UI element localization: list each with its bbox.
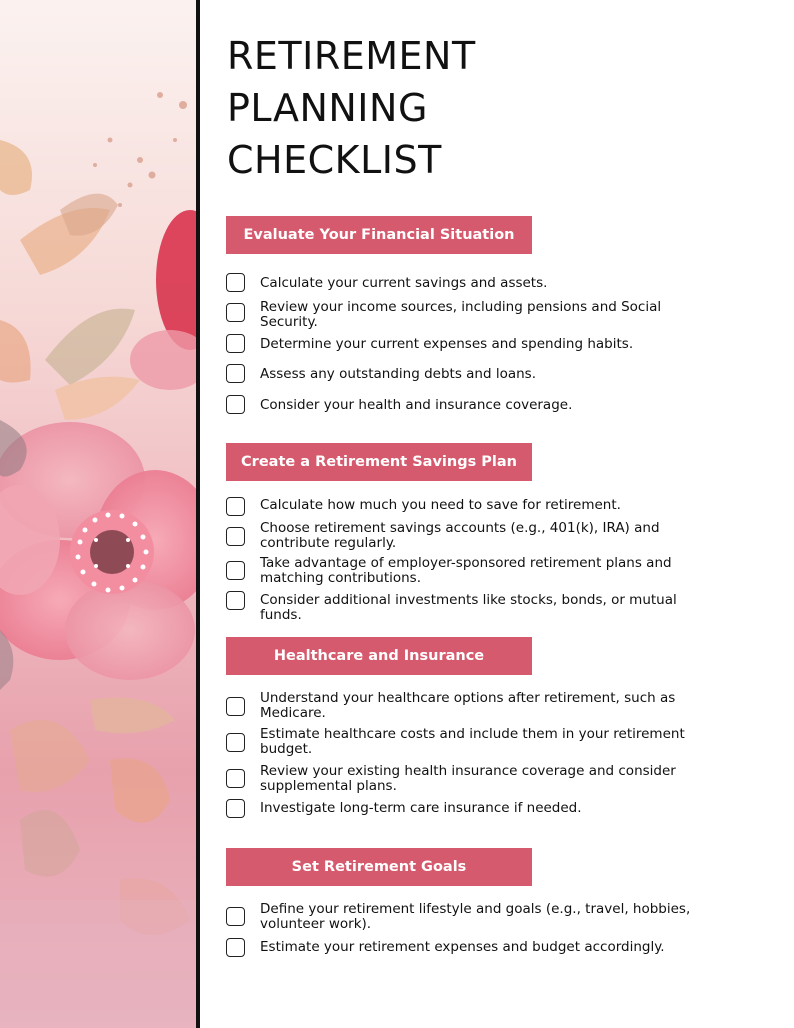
checkbox[interactable] bbox=[226, 527, 245, 546]
checkbox[interactable] bbox=[226, 733, 245, 752]
checkbox[interactable] bbox=[226, 769, 245, 788]
checklist-item-text: Understand your healthcare options after retirement, such as Medicare. bbox=[260, 690, 676, 721]
checkbox[interactable] bbox=[226, 938, 245, 957]
checkbox[interactable] bbox=[226, 395, 245, 414]
checklist-item-text: Determine your current expenses and spending habits. bbox=[260, 336, 634, 352]
title-line: PLANNING bbox=[227, 86, 428, 130]
flower-illustration bbox=[0, 0, 196, 1028]
title-line: RETIREMENT bbox=[227, 34, 476, 78]
checklist-item-text: Calculate your current savings and assets. bbox=[260, 275, 548, 291]
panel-divider bbox=[196, 0, 200, 1028]
checklist-item-text: Assess any outstanding debts and loans. bbox=[260, 366, 536, 382]
page-title bbox=[227, 30, 747, 186]
checklist-item-text: Consider your health and insurance coverage. bbox=[260, 397, 573, 413]
checklist-item-text: Estimate healthcare costs and include them in your retirement budget. bbox=[260, 726, 685, 757]
checklist-item-text: Review your existing health insurance coverage and consider supplemental plans. bbox=[260, 763, 676, 794]
checkbox[interactable] bbox=[226, 591, 245, 610]
checkbox[interactable] bbox=[226, 303, 245, 322]
section-header-retirement-goals: Set Retirement Goals bbox=[226, 848, 532, 886]
checklist-item-text: Take advantage of employer-sponsored retirement plans and matching contributions. bbox=[260, 555, 672, 586]
checkbox[interactable] bbox=[226, 364, 245, 383]
title-line: CHECKLIST bbox=[227, 138, 442, 182]
section-header-financial-situation: Evaluate Your Financial Situation bbox=[226, 216, 532, 254]
checkbox[interactable] bbox=[226, 907, 245, 926]
checkbox[interactable] bbox=[226, 334, 245, 353]
checklist-item-text: Review your income sources, including pensions and Social Security. bbox=[260, 299, 662, 330]
checkbox[interactable] bbox=[226, 273, 245, 292]
section-header-healthcare: Healthcare and Insurance bbox=[226, 637, 532, 675]
checklist-item-text: Estimate your retirement expenses and budget accordingly. bbox=[260, 939, 665, 955]
checkbox[interactable] bbox=[226, 799, 245, 818]
checklist-item-text: Choose retirement savings accounts (e.g., 401(k), IRA) and contribute regularly. bbox=[260, 520, 660, 551]
floral-decoration bbox=[0, 0, 196, 1028]
checklist-item-text: Calculate how much you need to save for retirement. bbox=[260, 497, 621, 513]
checklist-item-text: Consider additional investments like stocks, bonds, or mutual funds. bbox=[260, 592, 677, 623]
checklist-item-text: Investigate long-term care insurance if needed. bbox=[260, 800, 582, 816]
checkbox[interactable] bbox=[226, 497, 245, 516]
checkbox[interactable] bbox=[226, 561, 245, 580]
checkbox[interactable] bbox=[226, 697, 245, 716]
section-header-savings-plan: Create a Retirement Savings Plan bbox=[226, 443, 532, 481]
checklist-item-text: Define your retirement lifestyle and goals (e.g., travel, hobbies, volunteer work). bbox=[260, 901, 691, 932]
